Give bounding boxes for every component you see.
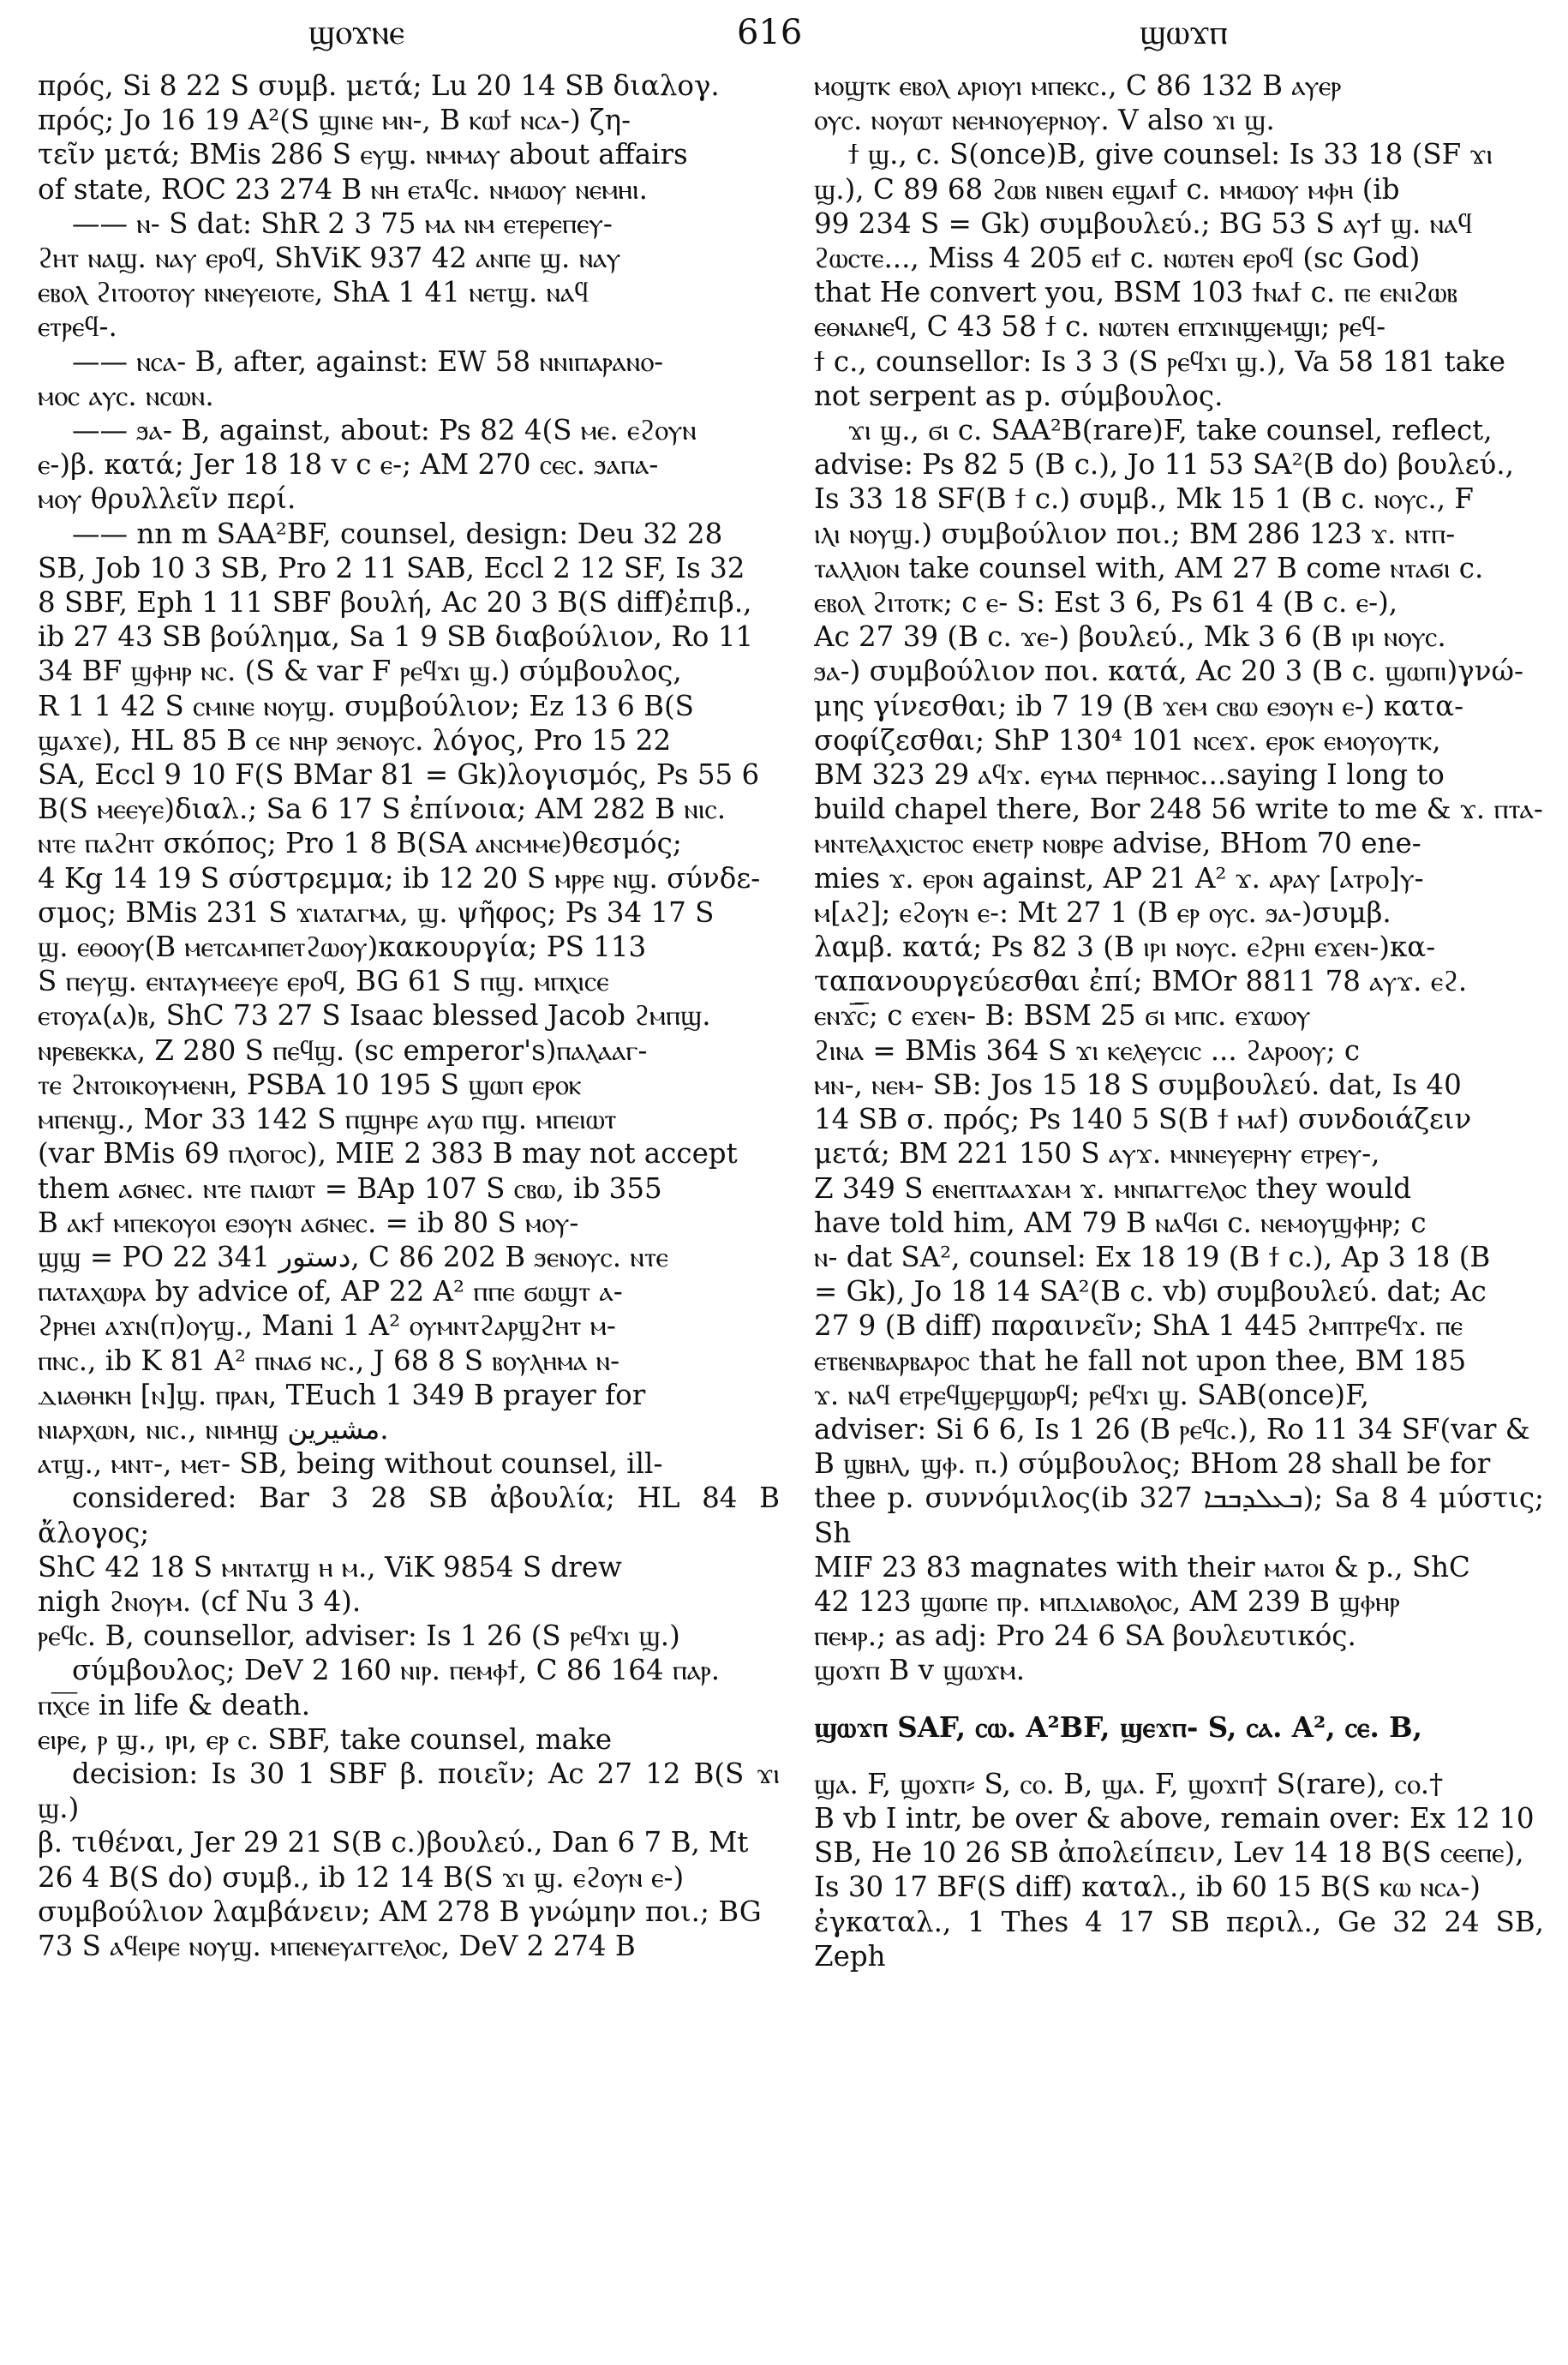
text-line: ϩⲏⲧ ⲛⲁϣ. ⲛⲁⲩ ⲉⲣⲟϥ, ShViK 937 42 ⲁⲛⲡⲉ ϣ. ⲛⲁⲩ — [38, 242, 621, 275]
text-line: not serpent as p. σύμβουλος. — [814, 379, 1224, 412]
text-line: ⲉⲛϫ̅ⲥ̅; c ⲉϫⲉⲛ- B: BSM 25 ϭⲓ ⲙⲡⲥ. ⲉϫⲱⲟⲩ — [814, 999, 1311, 1033]
text-line: 14 SB σ. πρός; Ps 140 5 S(B ϯ ⲙⲁϯ) συνδοιάζειν — [814, 1103, 1472, 1136]
text-line: ⲉⲧⲃⲉⲛⲃⲁⲣⲃⲁⲣⲟⲥ that he fall not upon thee, BM 185 — [814, 1344, 1467, 1377]
text-line: —— ⲛ- S dat: ShR 2 3 75 ⲙⲁ ⲛⲙ ⲉⲧⲉⲣⲉⲡⲉⲩ- — [72, 207, 613, 240]
page-number: 616 — [737, 13, 803, 52]
running-head-left-word: ϣⲟϫⲛⲉ — [308, 13, 404, 52]
text-line: B ϣⲃⲏⲗ, ϣⲫ. ⲡ.) σύμβουλος; BHom 28 shall be for — [814, 1447, 1491, 1481]
text-line: ϧⲁ-) συμβούλιον ποι. κατά, Ac 20 3 (B c. ϣⲱⲡⲓ)γνώ- — [814, 655, 1523, 688]
text-line: —— ϧⲁ- B, against, about: Ps 82 4(S ⲙⲉ. ⲉϩⲟⲩⲛ — [72, 414, 697, 447]
text-line: συμβούλιον λαμβάνειν; AM 278 B γνώμην ποι.; BG — [38, 1895, 762, 1928]
text-line: ⲉⲧⲟⲩⲁ(ⲁ)ⲃ, ShC 73 27 S Isaac blessed Jacob ϩⲙⲡϣ. — [38, 999, 711, 1033]
text-line: ϣⲁϫⲉ), HL 85 B ⲥⲉ ⲛⲏⲣ ϧⲉⲛⲟⲩⲥ. λόγος, Pro 15 22 — [38, 723, 672, 757]
text-line: adviser: Si 6 6, Is 1 26 (B ⲣⲉϥⲥ.), Ro 11 34 SF(var & — [814, 1412, 1530, 1446]
text-line: ϯ ϣ., c. S(once)B, give counsel: Is 33 18 (SF ϫⲓ — [848, 138, 1493, 171]
text-line: ⲉ-)β. κατά; Jer 18 18 v c ⲉ-; AM 270 ⲥⲉⲥ. ϧⲁⲡⲁ- — [38, 448, 659, 482]
entry-gap — [814, 1688, 1544, 1710]
text-line: advise: Ps 82 5 (B c.), Jo 11 53 SA²(B do) βουλεύ., — [814, 448, 1514, 482]
text-line: SB, He 10 26 SB ἀπολείπειν, Lev 14 18 B(S ⲥⲉⲉⲡⲉ), — [814, 1836, 1524, 1870]
text-line: ⲇⲓⲁⲑⲏⲕⲏ [ⲛ]ϣ. ⲡⲣⲁⲛ, TEuch 1 349 B prayer for — [38, 1378, 646, 1411]
text-line: ϣ. ⲉⲑⲟⲟⲩ(B ⲙⲉⲧⲥⲁⲙⲡⲉⲧϩⲱⲟⲩ)κακουργία; PS 113 — [38, 931, 647, 964]
text-line: Is 33 18 SF(B ϯ c.) συμβ., Mk 15 1 (B c. ⲛⲟⲩⲥ., F — [814, 482, 1474, 516]
text-line: ϩⲱⲥⲧⲉ..., Miss 4 205 ⲉⲓϯ c. ⲛⲱⲧⲉⲛ ⲉⲣⲟϥ (sc God) — [814, 242, 1421, 275]
text-line: ⲡⲉⲙⲣ.; as adj: Pro 24 6 SA βουλευτικός. — [814, 1620, 1356, 1653]
text-line: ϣϣ = PO 22 341 دستور, C 86 202 B ϧⲉⲛⲟⲩⲥ. ⲛⲧⲉ — [38, 1240, 668, 1273]
text-line: β. τιθέναι, Jer 29 21 S(B c.)βουλεύ., Dan 6 7 B, Mt — [38, 1826, 749, 1859]
text-line: ⲣⲉϥⲥ. B, counsellor, adviser: Is 1 26 (S ⲣⲉϥϫⲓ ϣ.) — [38, 1620, 680, 1653]
text-line: 27 9 (B diff) παραινεῖν; ShA 1 445 ϩⲙⲡⲧⲣⲉϥϫ. ⲡⲉ — [814, 1309, 1463, 1343]
text-line: considered: Bar 3 28 SB ἀβουλία; HL 84 B ἄλογος; — [38, 1482, 780, 1549]
text-line: S ⲡⲉⲩϣ. ⲉⲛⲧⲁⲩⲙⲉⲉⲩⲉ ⲉⲣⲟϥ, BG 61 S ⲡϣ. ⲙⲡⲭⲓⲥⲉ — [38, 965, 609, 998]
text-line: nigh ϩⲛⲟⲩⲙ. (cf Nu 3 4). — [38, 1584, 362, 1618]
text-line: ϫ. ⲛⲁϥ ⲉⲧⲣⲉϥϣⲉⲣϣⲱⲣϥ; ⲣⲉϥϫⲓ ϣ. SAB(once)F, — [814, 1378, 1369, 1411]
text-line: ϣⲁ. F, ϣⲟϫⲡ⸗ S, ⲥⲟ. B, ϣⲁ. F, ϣⲟϫⲡ† S(rare), ⲥⲟ.† — [814, 1767, 1444, 1800]
text-line: ⲛⲓⲁⲣⲭⲱⲛ, ⲛⲓⲥ., ⲛⲓⲙⲏϣ مشيرين. — [38, 1412, 389, 1446]
text-line: ϩⲓⲛⲁ = BMis 364 S ϫⲓ ⲕⲉⲗⲉⲩⲥⲓⲥ ... ϩⲁⲣⲟⲟⲩ; c — [814, 1033, 1361, 1067]
text-line: have told him, AM 79 B ⲛⲁϥϭⲓ c. ⲛⲉⲙⲟⲩϣⲫⲏⲣ; c — [814, 1206, 1427, 1239]
text-line: ⲁⲧϣ., ⲙⲛⲧ-, ⲙⲉⲧ- SB, being without counsel, ill- — [38, 1447, 663, 1481]
text-line: —— ⲛⲥⲁ- B, after, against: EW 58 ⲛⲛⲓⲡⲁⲣⲁⲛⲟ- — [72, 344, 664, 378]
text-line: ταπανουργεύεσθαι ἐπί; BMOr 8811 78 ⲁⲩϫ. ⲉϩ. — [814, 965, 1468, 998]
text-line: πρός, Si 8 22 S συμβ. μετά; Lu 20 14 SB διαλογ. — [38, 69, 720, 102]
text-line: 73 S ⲁϥⲉⲓⲣⲉ ⲛⲟⲩϣ. ⲙⲡⲉⲛⲉⲩⲁⲅⲅⲉⲗⲟⲥ, DeV 2 274 B — [38, 1929, 636, 1962]
text-line: ϯ c., counsellor: Is 3 3 (S ⲣⲉϥϫⲓ ϣ.), Va 58 181 take — [814, 344, 1505, 378]
text-line: (var BMis 69 ⲡⲗⲟⲅⲟⲥ), MIE 2 383 B may not accept — [38, 1137, 738, 1171]
text-line: build chapel there, Bor 248 56 write to me & ϫ. ⲡⲧⲁ- — [814, 793, 1543, 826]
text-line: ἐγκαταλ., 1 Thes 4 17 SB περιλ., Ge 32 24 SB, Zeph — [814, 1905, 1544, 1973]
text-line: Ac 27 39 (B c. ϫⲉ-) βουλεύ., Mk 3 6 (B ⲓⲣⲓ ⲛⲟⲩⲥ. — [814, 620, 1446, 654]
text-line: = Gk), Jo 18 14 SA²(B c. vb) συμβουλεύ. dat; Ac — [814, 1275, 1487, 1308]
text-line: decision: Is 30 1 SBF β. ποιεῖν; Ac 27 12 B(S ϫⲓ ϣ.) — [38, 1757, 780, 1825]
text-line: μης γίνεσθαι; ib 7 19 (B ϫⲉⲙ ⲥⲃⲱ ⲉϧⲟⲩⲛ ⲉ-) κατα- — [814, 689, 1464, 722]
right-column — [814, 69, 1544, 2348]
text-line: 26 4 B(S do) συμβ., ib 12 14 B(S ϫⲓ ϣ. ⲉϩⲟⲩⲛ ⲉ-) — [38, 1860, 685, 1894]
text-line: of state, ROC 23 274 B ⲛⲏ ⲉⲧⲁϥⲥ. ⲛⲙⲱⲟⲩ ⲛⲉⲙⲏⲓ. — [38, 172, 648, 206]
text-line: ⲛⲧⲉ ⲡⲁϩⲏⲧ σκόπος; Pro 1 8 B(SA ⲁⲛⲥⲙⲙⲉ)θεσμός; — [38, 827, 682, 860]
left-column — [38, 69, 780, 2348]
text-line: ϫⲓ ϣ., ϭⲓ c. SAA²B(rare)F, take counsel, reflect, — [848, 414, 1493, 447]
text-line: ϩⲣⲏⲉⲓ ⲁϫⲛ(ⲡ)ⲟⲩϣ., Mani 1 A² ⲟⲩⲙⲛⲧϩⲁⲣϣϩⲏⲧ ⲙ- — [38, 1309, 616, 1343]
text-line: R 1 1 42 S ⲥⲙⲓⲛⲉ ⲛⲟⲩϣ. συμβούλιον; Ez 13 6 B(S — [38, 689, 694, 722]
text-line: mies ϫ. ⲉⲣⲟⲛ against, AP 21 A² ϫ. ⲁⲣⲁⲩ [ⲁⲧⲣⲟ]ⲩ- — [814, 861, 1424, 895]
text-line: ⲙⲛ-, ⲛⲉⲙ- SB: Jos 15 18 S συμβουλεύ. dat, Is 40 — [814, 1068, 1462, 1101]
text-line: B vb I intr, be over & above, remain over: Ex 12 10 — [814, 1801, 1535, 1835]
text-line: thee p. συννόμιλος(ib 327 ܒܥܠܕܒܒܐ); Sa 8 4 μύστις; Sh — [814, 1482, 1544, 1549]
text-line: SA, Eccl 9 10 F(S BMar 81 = Gk)λογισμός, Ps 55 6 — [38, 758, 760, 792]
text-line: ⲉⲃⲟⲗ ϩⲓⲧⲟⲟⲧⲟⲩ ⲛⲛⲉⲩⲉⲓⲟⲧⲉ, ShA 1 41 ⲛⲉⲧϣ. ⲛⲁϥ — [38, 276, 589, 309]
headword-entry: ϣⲱϫⲡ SAF, ⲥⲱ. A²BF, ϣⲉϫⲡ- S, ⲥⲁ. A², ⲥⲉ. B, — [814, 1709, 1422, 1744]
text-line: —— nn m SAA²BF, counsel, design: Deu 32 28 — [72, 517, 723, 550]
text-line: SB, Job 10 3 SB, Pro 2 11 SAB, Eccl 2 12 SF, Is 32 — [38, 551, 745, 584]
text-line: ⲧⲁⲗⲗⲓⲟⲛ take counsel with, AM 27 B come ⲛⲧⲁϭⲓ c. — [814, 551, 1484, 584]
text-line: ⲟⲩⲥ. ⲛⲟⲩⲱⲧ ⲛⲉⲙⲛⲟⲩⲉⲣⲛⲟⲩ. V also ϫⲓ ϣ. — [814, 104, 1275, 137]
text-line: them ⲁϭⲛⲉⲥ. ⲛⲧⲉ ⲡⲁⲓⲱⲧ = BAp 107 S ⲥⲃⲱ, ib 355 — [38, 1171, 662, 1205]
text-line: ⲡⲁⲧⲁⲭⲱⲣⲁ by advice of, AP 22 A² ⲡⲡⲉ ϭⲱϣⲧ ⲁ- — [38, 1275, 623, 1308]
text-line: 34 BF ϣⲫⲏⲣ ⲛⲥ. (S & var F ⲣⲉϥϫⲓ ϣ.) σύμβουλος, — [38, 655, 682, 688]
text-line: ϣⲟϫⲡ B v ϣⲱϫⲙ. — [814, 1654, 1026, 1687]
running-head-right-word: ϣⲱϫⲡ — [1140, 13, 1228, 52]
text-line: ⲉⲧⲣⲉϥ-. — [38, 310, 117, 344]
text-line: πρός; Jo 16 19 A²(S ϣⲓⲛⲉ ⲙⲛ-, B ⲕⲱϯ ⲛⲥⲁ-) ζη- — [38, 104, 631, 137]
running-head — [0, 7, 1568, 58]
text-line: σμος; BMis 231 S ϫⲓⲁⲧⲁⲅⲙⲁ, ϣ. ψῆφος; Ps 34 17 S — [38, 895, 715, 929]
text-line: ⲙⲟϣⲧⲕ ⲉⲃⲟⲗ ⲁⲣⲓⲟⲩⲓ ⲙⲡⲉⲕⲥ., C 86 132 B ⲁⲩⲉⲣ — [814, 69, 1342, 102]
text-line: 99 234 S = Gk) συμβουλεύ.; BG 53 S ⲁⲩϯ ϣ. ⲛⲁϥ — [814, 207, 1473, 240]
text-line: ⲛ- dat SA², counsel: Ex 18 19 (B ϯ c.), Ap 3 18 (B — [814, 1240, 1491, 1273]
text-line: 42 123 ϣⲱⲡⲉ ⲡⲣ. ⲙⲡⲇⲓⲁⲃⲟⲗⲟⲥ, AM 239 B ϣⲫⲏⲣ — [814, 1584, 1400, 1618]
text-line: τεῖν μετά; BMis 286 S ⲉⲩϣ. ⲛⲙⲙⲁⲩ about affairs — [38, 138, 688, 171]
text-line: σύμβουλος; DeV 2 160 ⲛⲓⲣ. ⲡⲉⲙⲫϯ, C 86 164 ⲡⲁⲣ. — [72, 1654, 721, 1687]
text-line: ib 27 43 SB βούλημα, Sa 1 9 SB διαβούλιον, Ro 11 — [38, 620, 754, 654]
text-line: ⲛⲣⲉⲃⲉⲕⲕⲁ, Z 280 S ⲡⲉϥϣ. (sc emperor's)ⲡⲁⲗⲁⲁⲅ- — [38, 1033, 648, 1067]
text-line: ⲙⲡⲉⲛϣ., Mor 33 142 S ⲡϣⲏⲣⲉ ⲁⲩⲱ ⲡϣ. ⲙⲡⲉⲓⲱⲧ — [38, 1103, 617, 1136]
text-line: σοφίζεσθαι; ShP 130⁴ 101 ⲛⲥⲉϫ. ⲉⲣⲟⲕ ⲉⲙⲟⲩⲟⲩⲧⲕ, — [814, 723, 1441, 757]
text-line: 4 Kg 14 19 S σύστρεμμα; ib 12 20 S ⲙⲣⲣⲉ ⲛϣ. σύνδε- — [38, 861, 761, 895]
text-line: ShC 42 18 S ⲙⲛⲧⲁⲧϣ ⲏ ⲙ., ViK 9854 S drew — [38, 1550, 622, 1584]
text-line: B ⲁⲕϯ ⲙⲡⲉⲕⲟⲩⲟⲓ ⲉϧⲟⲩⲛ ⲁϭⲛⲉⲥ. = ib 80 S ⲙⲟⲩ- — [38, 1206, 579, 1239]
text-line: B(S ⲙⲉⲉⲩⲉ)διαλ.; Sa 6 17 S ἐπίνοια; AM 282 B ⲛⲓⲥ. — [38, 793, 727, 826]
text-line: ⲙⲟⲥ ⲁⲩⲥ. ⲛⲥⲱⲛ. — [38, 379, 214, 412]
text-line: 8 SBF, Eph 1 11 SBF βουλή, Ac 20 3 B(S diff)ἐπιβ., — [38, 586, 752, 620]
text-line: that He convert you, BSM 103 ϯⲛⲁϯ c. ⲡⲉ ⲉⲛⲓϩⲱⲃ — [814, 276, 1458, 309]
text-line: ⲓⲗⲓ ⲛⲟⲩϣ.) συμβούλιον ποι.; BM 286 123 ϫ. ⲛⲧⲡ- — [814, 517, 1456, 550]
text-line: ϣ.), C 89 68 ϩⲱⲃ ⲛⲓⲃⲉⲛ ⲉϣⲁⲓϯ c. ⲙⲙⲱⲟⲩ ⲙⲫⲏ (ib — [814, 172, 1400, 206]
text-line: ⲉⲓⲣⲉ, ⲣ ϣ., ⲓⲣⲓ, ⲉⲣ ⲥ. SBF, take counsel, make — [38, 1722, 613, 1756]
text-line: ⲧⲉ ϩⲛⲧⲟⲓⲕⲟⲩⲙⲉⲛⲏ, PSBA 10 195 S ϣⲱⲡ ⲉⲣⲟⲕ — [38, 1068, 582, 1101]
text-line: ⲡⲭ̅ⲥ̅ⲉ in life & death. — [38, 1688, 311, 1721]
text-line: ⲡⲛⲥ., ib K 81 A² ⲡⲛⲁϭ ⲛⲥ., J 68 8 S ⲃⲟⲩⲗⲏⲙⲁ ⲛ- — [38, 1344, 620, 1377]
text-line: ⲉⲑⲛⲁⲛⲉϥ, C 43 58 ϯ c. ⲛⲱⲧⲉⲛ ⲉⲡϫⲓⲛϣⲉⲙϣⲓ; ⲣⲉϥ- — [814, 310, 1386, 344]
text-line: ⲙ[ⲁϩ]; ⲉϩⲟⲩⲛ ⲉ-: Mt 27 1 (B ⲉⲣ ⲟⲩⲥ. ϧⲁ-)συμβ. — [814, 895, 1391, 929]
entry-gap — [814, 1745, 1544, 1767]
text-line: ⲙⲛⲧⲉⲗⲁⲭⲓⲥⲧⲟⲥ ⲉⲛⲉⲧⲣ ⲛⲟⲃⲣⲉ advise, BHom 70 ene- — [814, 827, 1421, 860]
text-line: Z 349 S ⲉⲛⲉⲡⲧⲁⲁϫⲁⲙ ϫ. ⲙⲛⲡⲁⲅⲅⲉⲗⲟⲥ they would — [814, 1171, 1412, 1205]
text-line: MIF 23 83 magnates with their ⲙⲁⲧⲟⲓ & p., ShC — [814, 1550, 1470, 1584]
text-line: ⲙⲟⲩ θρυλλεῖν περί. — [38, 482, 296, 516]
text-line: BM 323 29 ⲁϥϫ. ⲉⲩⲙⲁ ⲡⲉⲣⲏⲙⲟⲥ...saying I long to — [814, 758, 1445, 792]
text-line: ⲉⲃⲟⲗ ϩⲓⲧⲟⲧⲕ; c ⲉ- S: Est 3 6, Ps 61 4 (B c. ⲉ-), — [814, 586, 1398, 620]
text-line: λαμβ. κατά; Ps 82 3 (B ⲓⲣⲓ ⲛⲟⲩⲥ. ⲉϩⲣⲏⲓ ⲉϫⲉⲛ-)κα- — [814, 931, 1436, 964]
text-line: μετά; BM 221 150 S ⲁⲩϫ. ⲙⲛⲛⲉⲩⲉⲣⲏⲩ ⲉⲧⲣⲉⲩ-, — [814, 1137, 1380, 1171]
text-line: Is 30 17 BF(S diff) καταλ., ib 60 15 B(S ⲕⲱ ⲛⲥⲁ-) — [814, 1871, 1481, 1904]
